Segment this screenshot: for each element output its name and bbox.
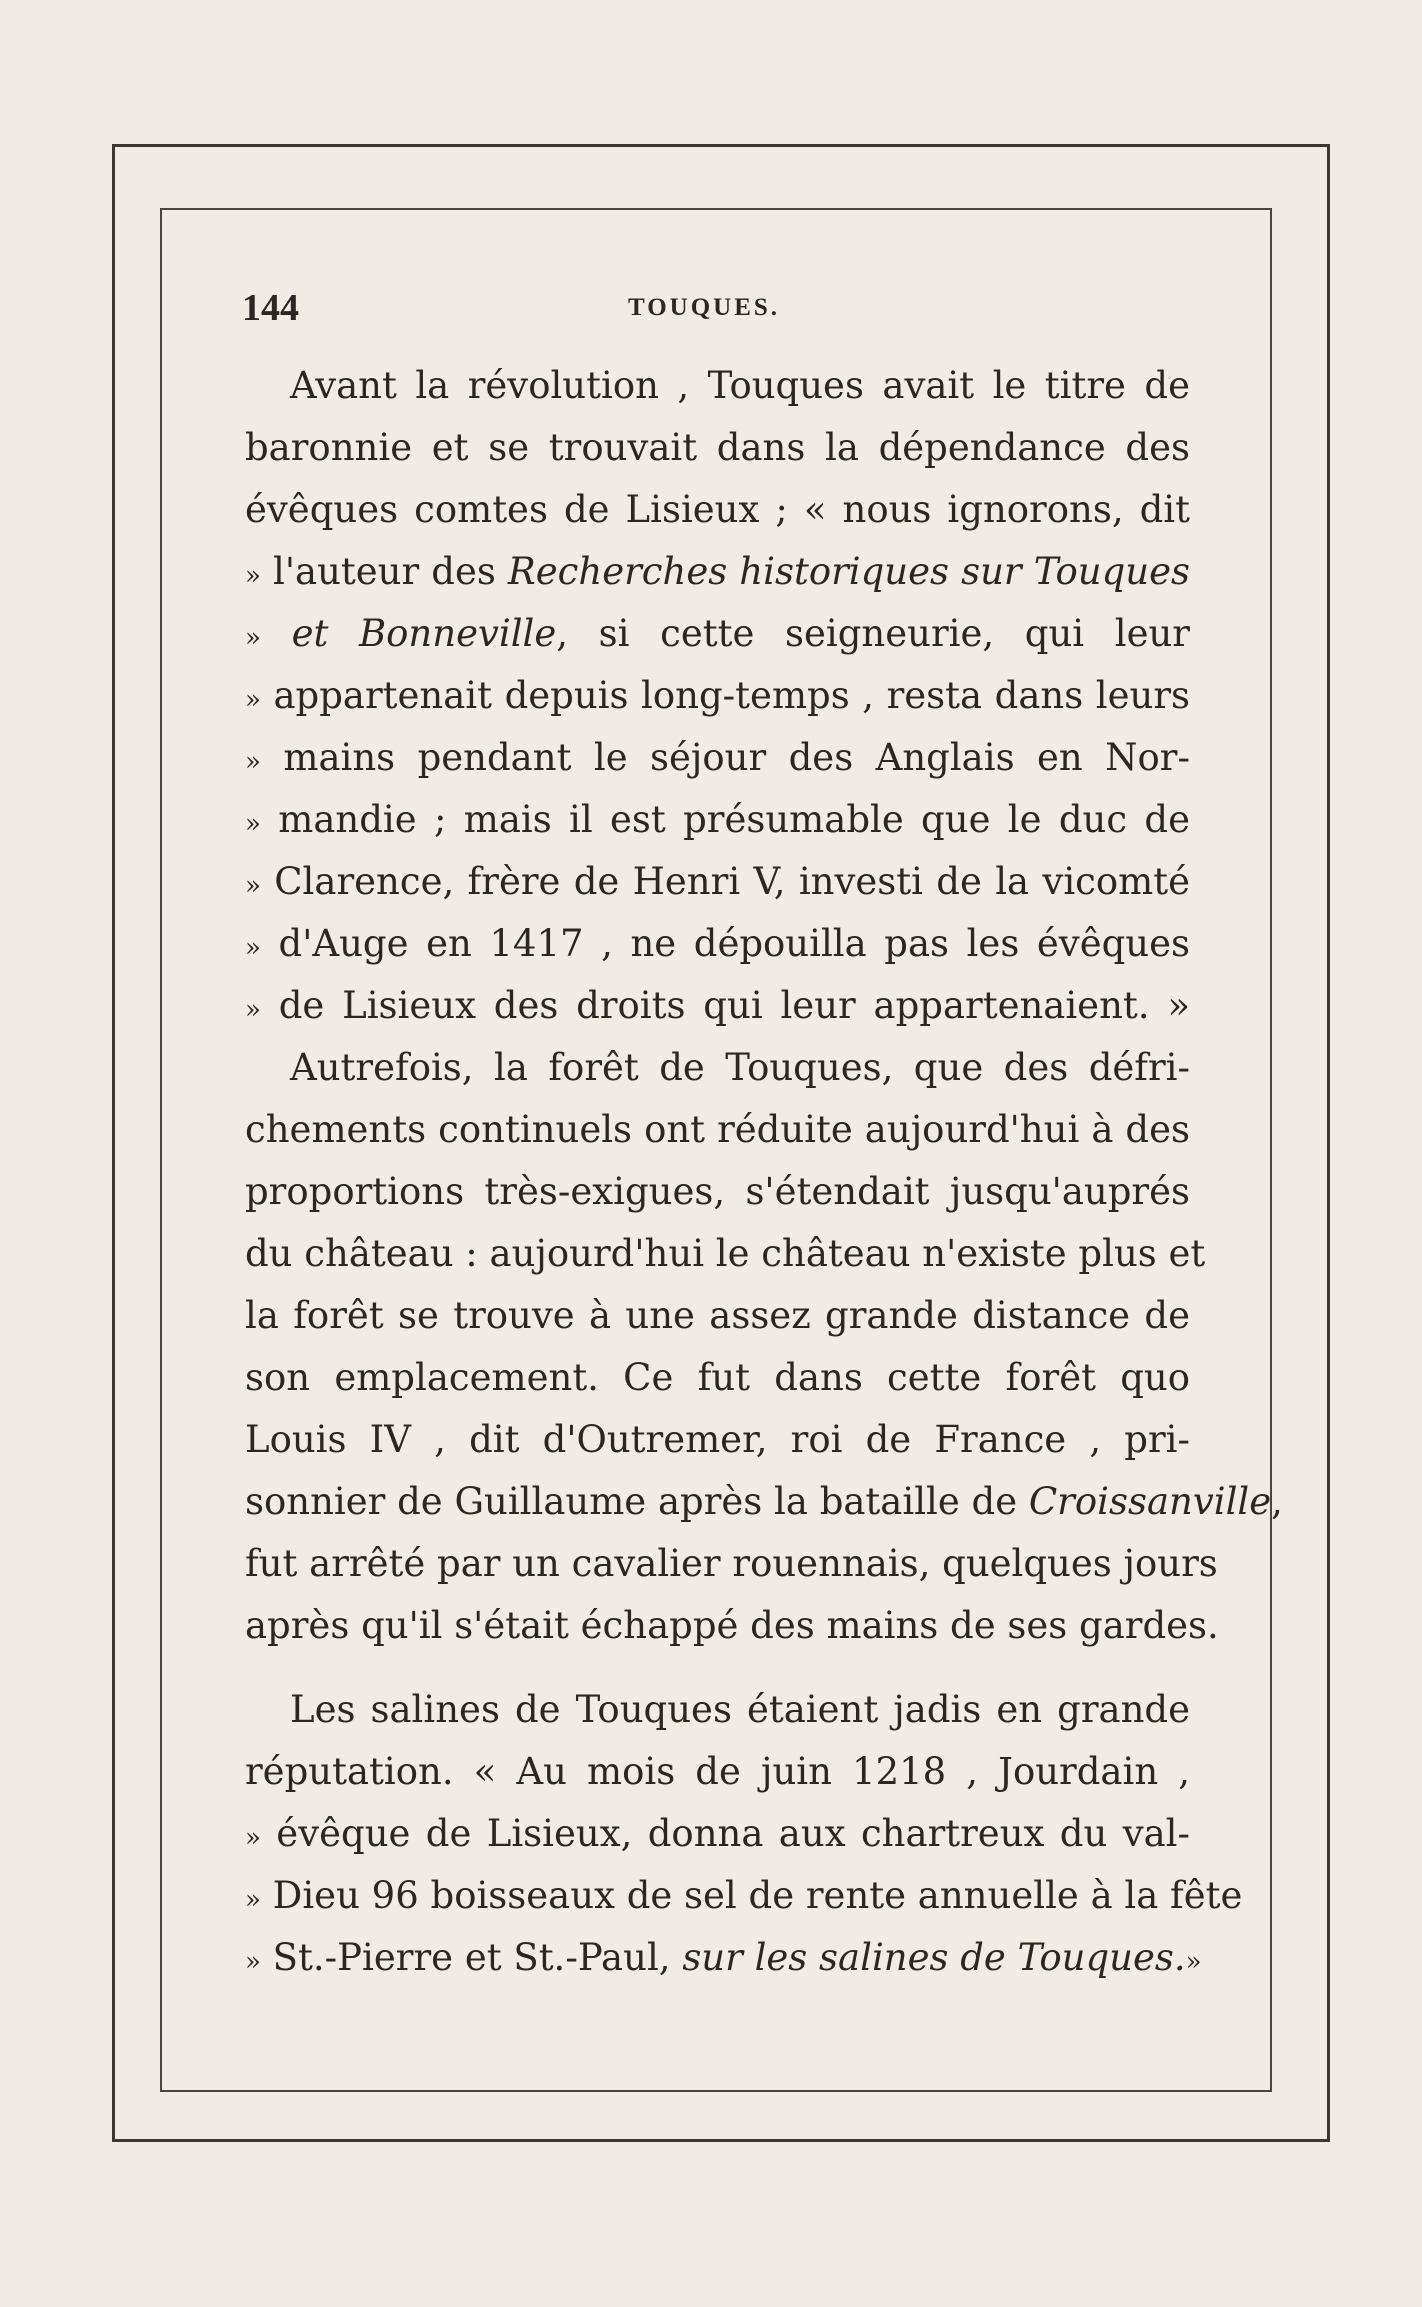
line-text: d'Auge en 1417 , ne dépouilla pas les évêques bbox=[260, 922, 1190, 965]
italic-place-name: Croissanville bbox=[1028, 1480, 1272, 1523]
line-text: évêque de Lisieux, donna aux chartreux du val- bbox=[260, 1812, 1190, 1855]
text-line bbox=[245, 1679, 1190, 1741]
text-line bbox=[245, 851, 1190, 913]
line-text: sonnier de Guillaume après la bataille de bbox=[245, 1480, 1029, 1523]
text-line bbox=[245, 541, 1190, 603]
quote-mark: » bbox=[245, 623, 261, 653]
text-line bbox=[245, 479, 1190, 541]
text-line bbox=[245, 1409, 1190, 1471]
quote-mark: » bbox=[245, 933, 261, 963]
line-text: Autrefois, la forêt de Touques, que des défri- bbox=[290, 1046, 1190, 1089]
line-text: , si cette seigneurie, qui leur bbox=[556, 612, 1190, 655]
text-line bbox=[245, 913, 1190, 975]
text-line bbox=[245, 1037, 1190, 1099]
line-text: mandie ; mais il est présumable que le duc de bbox=[260, 798, 1190, 841]
quote-mark: » bbox=[245, 809, 261, 839]
text-line bbox=[245, 665, 1190, 727]
text-line bbox=[245, 1223, 1206, 1285]
quote-mark: » bbox=[245, 871, 261, 901]
quote-mark: » bbox=[245, 1947, 261, 1977]
text-line bbox=[245, 789, 1190, 851]
line-text: évêques comtes de Lisieux ; « nous ignorons, dit bbox=[245, 488, 1190, 531]
quote-mark: » bbox=[1185, 1947, 1202, 1977]
italic-title: Recherches historiques sur Touques bbox=[507, 550, 1190, 593]
text-line bbox=[245, 1595, 1219, 1657]
line-text: Dieu 96 boisseaux de sel de rente annuelle à la fête bbox=[260, 1874, 1243, 1917]
line-text bbox=[261, 612, 292, 655]
line-text: Les salines de Touques étaient jadis en grande bbox=[290, 1688, 1190, 1731]
text-line bbox=[245, 1803, 1190, 1865]
running-head bbox=[242, 286, 1192, 329]
line-text: appartenait depuis long-temps , resta dans leurs bbox=[260, 674, 1190, 717]
line-text: du château : aujourd'hui le château n'existe plus et bbox=[245, 1232, 1206, 1275]
paragraph-gap bbox=[245, 1657, 1190, 1679]
quote-mark: » bbox=[245, 995, 261, 1025]
quote-mark: » bbox=[245, 561, 261, 591]
text-line bbox=[245, 1927, 1202, 1989]
text-line bbox=[245, 1161, 1190, 1223]
line-text: après qu'il s'était échappé des mains de ses gardes. bbox=[245, 1604, 1219, 1647]
line-text: mains pendant le séjour des Anglais en Nor- bbox=[260, 736, 1190, 779]
quote-mark: » bbox=[245, 1885, 261, 1915]
text-line bbox=[245, 1471, 1283, 1533]
italic-quote-end: sur les salines de Touques. bbox=[682, 1936, 1186, 1979]
paragraph-2 bbox=[245, 1037, 1283, 1657]
paragraph-3 bbox=[245, 1679, 1243, 1989]
text-line bbox=[245, 1865, 1243, 1927]
line-text: fut arrêté par un cavalier rouennais, quelques jours bbox=[245, 1542, 1218, 1585]
line-text: proportions très-exigues, s'étendait jusqu'auprés bbox=[245, 1170, 1190, 1213]
line-text: Avant la révolution , Touques avait le titre de bbox=[290, 364, 1190, 407]
line-text: chements continuels ont réduite aujourd'hui à des bbox=[245, 1108, 1190, 1151]
paragraph-1 bbox=[245, 355, 1190, 1037]
text-line bbox=[245, 1347, 1190, 1409]
quote-mark: » bbox=[245, 685, 261, 715]
line-text: St.-Pierre et St.-Paul, bbox=[260, 1936, 683, 1979]
text-line bbox=[245, 417, 1190, 479]
line-text: l'auteur des bbox=[260, 550, 508, 593]
line-text: , bbox=[1271, 1480, 1283, 1523]
text-line bbox=[245, 603, 1190, 665]
text-line bbox=[245, 1099, 1190, 1161]
quote-mark: » bbox=[245, 1823, 261, 1853]
quote-mark: » bbox=[245, 747, 261, 777]
body-text bbox=[245, 355, 1283, 1989]
line-text: son emplacement. Ce fut dans cette forêt quo bbox=[245, 1356, 1190, 1399]
line-text: la forêt se trouve à une assez grande distance de bbox=[245, 1294, 1190, 1337]
text-line bbox=[245, 355, 1190, 417]
text-line bbox=[245, 975, 1190, 1037]
line-text: baronnie et se trouvait dans la dépendance des bbox=[245, 426, 1190, 469]
line-text: Clarence, frère de Henri V, investi de la vicomté bbox=[260, 860, 1190, 903]
line-text: Louis IV , dit d'Outremer, roi de France , pri- bbox=[245, 1418, 1190, 1461]
text-line bbox=[245, 1285, 1190, 1347]
page-number: 144 bbox=[242, 287, 299, 329]
text-line bbox=[245, 1533, 1218, 1595]
italic-title: et Bonneville bbox=[291, 612, 557, 655]
line-text: de Lisieux des droits qui leur appartenaient. » bbox=[260, 984, 1190, 1027]
text-line bbox=[245, 727, 1190, 789]
text-line bbox=[245, 1741, 1190, 1803]
line-text: réputation. « Au mois de juin 1218 , Jourdain , bbox=[245, 1750, 1190, 1793]
page-title: TOUQUES. bbox=[628, 294, 781, 321]
